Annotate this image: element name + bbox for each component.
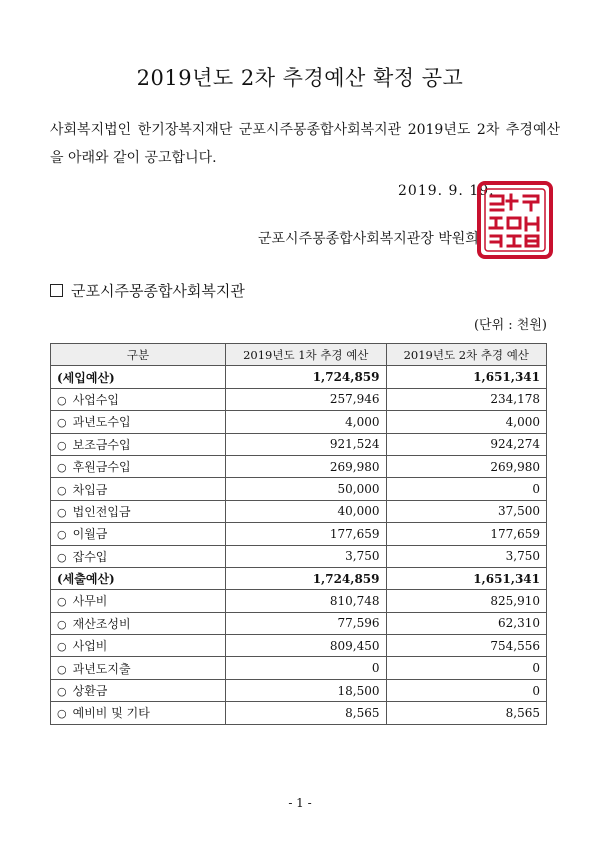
table-row xyxy=(51,455,547,477)
second-revision-value: 269,980 xyxy=(386,455,547,477)
row-label: (세출예산) xyxy=(57,572,115,587)
row-label-cell xyxy=(51,635,226,657)
document-title: 2019년도 2차 추경예산 확정 공고 xyxy=(136,66,464,90)
first-revision-value: 50,000 xyxy=(226,478,387,500)
second-revision-value: 3,750 xyxy=(386,545,547,567)
row-label: (세입예산) xyxy=(57,370,115,385)
second-revision-value: 37,500 xyxy=(386,500,547,522)
second-revision-value: 4,000 xyxy=(386,411,547,433)
row-label-cell xyxy=(51,679,226,701)
table-row xyxy=(51,433,547,455)
bullet-circle-icon: ○ xyxy=(57,685,67,699)
row-label-cell xyxy=(51,702,226,724)
first-revision-value: 809,450 xyxy=(226,635,387,657)
checkbox-square-icon xyxy=(50,284,63,297)
row-label: 과년도수입 xyxy=(72,415,131,430)
second-revision-value: 924,274 xyxy=(386,433,547,455)
budget-table xyxy=(50,343,547,725)
announcement-date: 2019. 9. 19. xyxy=(398,183,495,199)
row-label: 재산조성비 xyxy=(72,616,131,631)
row-label-cell xyxy=(51,545,226,567)
second-revision-value: 0 xyxy=(386,679,547,701)
first-revision-value: 18,500 xyxy=(226,679,387,701)
second-revision-value: 825,910 xyxy=(386,590,547,612)
second-revision-value: 1,651,341 xyxy=(386,567,547,589)
first-revision-value: 177,659 xyxy=(226,523,387,545)
budget-table-body xyxy=(51,366,547,724)
bullet-circle-icon: ○ xyxy=(57,550,67,564)
unit-note: (단위 : 천원) xyxy=(473,318,547,333)
row-label: 사업비 xyxy=(72,639,108,654)
table-row xyxy=(51,366,547,388)
bullet-circle-icon: ○ xyxy=(57,595,67,609)
row-label-cell xyxy=(51,433,226,455)
page-number: - 1 - xyxy=(288,796,312,810)
table-row xyxy=(51,657,547,679)
bullet-circle-icon: ○ xyxy=(57,505,67,519)
header-second-revision: 2019년도 2차 추경 예산 xyxy=(386,344,547,366)
row-label: 예비비 및 기타 xyxy=(72,706,150,721)
second-revision-value: 0 xyxy=(386,657,547,679)
second-revision-value: 8,565 xyxy=(386,702,547,724)
table-row xyxy=(51,388,547,410)
row-label: 보조금수입 xyxy=(72,437,131,452)
first-revision-value: 1,724,859 xyxy=(226,567,387,589)
row-label: 차입금 xyxy=(72,482,108,497)
row-label: 후원금수입 xyxy=(72,460,131,475)
row-label-cell xyxy=(51,366,226,388)
table-row xyxy=(51,635,547,657)
bullet-circle-icon: ○ xyxy=(57,416,67,430)
bullet-circle-icon: ○ xyxy=(57,393,67,407)
row-label-cell xyxy=(51,612,226,634)
first-revision-value: 257,946 xyxy=(226,388,387,410)
bullet-circle-icon: ○ xyxy=(57,640,67,654)
table-row xyxy=(51,500,547,522)
row-label-cell xyxy=(51,523,226,545)
first-revision-value: 1,724,859 xyxy=(226,366,387,388)
row-label-cell xyxy=(51,500,226,522)
bullet-circle-icon: ○ xyxy=(57,617,67,631)
row-label: 사업수입 xyxy=(72,392,119,407)
row-label: 법인전입금 xyxy=(72,504,131,519)
first-revision-value: 4,000 xyxy=(226,411,387,433)
row-label: 이월금 xyxy=(72,527,108,542)
row-label-cell xyxy=(51,567,226,589)
second-revision-value: 177,659 xyxy=(386,523,547,545)
row-label-cell xyxy=(51,388,226,410)
bullet-circle-icon: ○ xyxy=(57,483,67,497)
second-revision-value: 234,178 xyxy=(386,388,547,410)
first-revision-value: 77,596 xyxy=(226,612,387,634)
bullet-circle-icon: ○ xyxy=(57,461,67,475)
row-label-cell xyxy=(51,478,226,500)
second-revision-value: 0 xyxy=(386,478,547,500)
table-row xyxy=(51,567,547,589)
table-header-row xyxy=(51,344,547,366)
section-title: 군포시주몽종합사회복지관 xyxy=(71,282,245,300)
row-label-cell xyxy=(51,411,226,433)
bullet-circle-icon: ○ xyxy=(57,528,67,542)
table-row xyxy=(51,612,547,634)
first-revision-value: 810,748 xyxy=(226,590,387,612)
official-seal-stamp xyxy=(476,180,554,260)
first-revision-value: 269,980 xyxy=(226,455,387,477)
table-row xyxy=(51,523,547,545)
row-label: 잡수입 xyxy=(72,549,108,564)
table-row xyxy=(51,411,547,433)
first-revision-value: 0 xyxy=(226,657,387,679)
bullet-circle-icon: ○ xyxy=(57,438,67,452)
row-label: 사무비 xyxy=(72,594,108,609)
row-label-cell xyxy=(51,455,226,477)
row-label: 상환금 xyxy=(72,684,108,699)
row-label-cell xyxy=(51,657,226,679)
second-revision-value: 62,310 xyxy=(386,612,547,634)
table-row xyxy=(51,590,547,612)
intro-paragraph: 사회복지법인 한기장복지재단 군포시주몽종합사회복지관 2019년도 2차 추경예산을 아래와 같이 공고합니다. xyxy=(50,122,560,166)
bullet-circle-icon: ○ xyxy=(57,707,67,721)
second-revision-value: 754,556 xyxy=(386,635,547,657)
header-category: 구분 xyxy=(51,344,226,366)
row-label-cell xyxy=(51,590,226,612)
table-row xyxy=(51,702,547,724)
signer-name: 군포시주몽종합사회복지관장 박원희 xyxy=(258,231,479,247)
row-label: 과년도지출 xyxy=(72,661,131,676)
section-heading xyxy=(50,280,245,301)
table-row xyxy=(51,545,547,567)
header-first-revision: 2019년도 1차 추경 예산 xyxy=(226,344,387,366)
bullet-circle-icon: ○ xyxy=(57,662,67,676)
first-revision-value: 8,565 xyxy=(226,702,387,724)
first-revision-value: 40,000 xyxy=(226,500,387,522)
first-revision-value: 3,750 xyxy=(226,545,387,567)
table-row xyxy=(51,679,547,701)
first-revision-value: 921,524 xyxy=(226,433,387,455)
table-row xyxy=(51,478,547,500)
second-revision-value: 1,651,341 xyxy=(386,366,547,388)
